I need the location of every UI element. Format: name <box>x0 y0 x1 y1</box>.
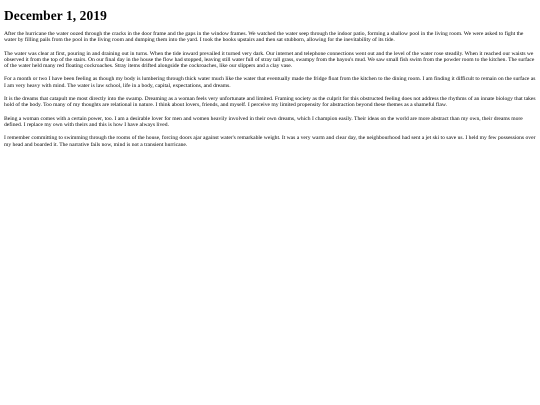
paragraph-1: After the hurricane the water oozed through the cracks in the door frame and the gaps in the window frames. We watched the water seep through the indoor patio, forming a shallow pool in the living room. We were asked to fight the water by filling pails from the pool in the living room and dumping them into the yard. I took the books upstairs and then sat stubborn, allowing for the inevitability of its tide. <box>4 31 524 44</box>
paragraph-2: The water was clear at first, pouring in and draining out in turns. When the tide inward prevailed it turned very dark. Our internet and telephone connections went out and the level of the water rose steadily. When it reached our waists we observed it from the top of the stairs. On our final day in the house the flow had stopped, leaving still water full of stray tall grass, swampy from the bayou's mud. We saw small fish swim from the powder room to the kitchen. The surface of the water held many red floating cockroaches. Stray items drifted alongside the cockroaches, like our slippers and a clay vase. <box>4 50 535 70</box>
paragraph-6: I remember committing to swimming through the rooms of the house, forcing doors ajar against water's remarkable weight. It was a very warm and clear day, the neighbourhood had sent a jet ski to save us. I held my few possessions over my head and boarded it. The narrative fails now, mind is not a transient hurricane. <box>4 135 536 148</box>
page-title: December 1, 2019 <box>4 8 107 23</box>
paragraph-5: Being a woman comes with a certain power, too. I am a desirable lover for men and women heavily involved in their own dreams, which I champion easily. Their ideas on the world are more abstract than my own, their dreams more defined. I replace my own with theirs and this is how I have always lived. <box>4 115 523 128</box>
document-page <box>0 0 540 148</box>
paragraph-3: For a month or two I have been feeling as though my body is lumbering through thick water much like the water that eventually made the fridge float from the kitchen to the dining room. I am finding it difficult to remain on the surface as I am very heavy with mind. The water is law school, life in a body, capital, expectations, and dreams. <box>4 76 536 89</box>
paragraph-4: It is the dreams that catapult me most directly into the swamp. Dreaming as a woman feels very unfortunate and limited. Framing society as the culprit for this obstructed feeling does not address the rhythms of an innate biology that takes hold of the body. Too many of my thoughts are relational in nature. I think about lovers, friends, and myself. I perceive my limited propensity for abstraction beyond these themes as a shameful flaw. <box>4 96 536 109</box>
